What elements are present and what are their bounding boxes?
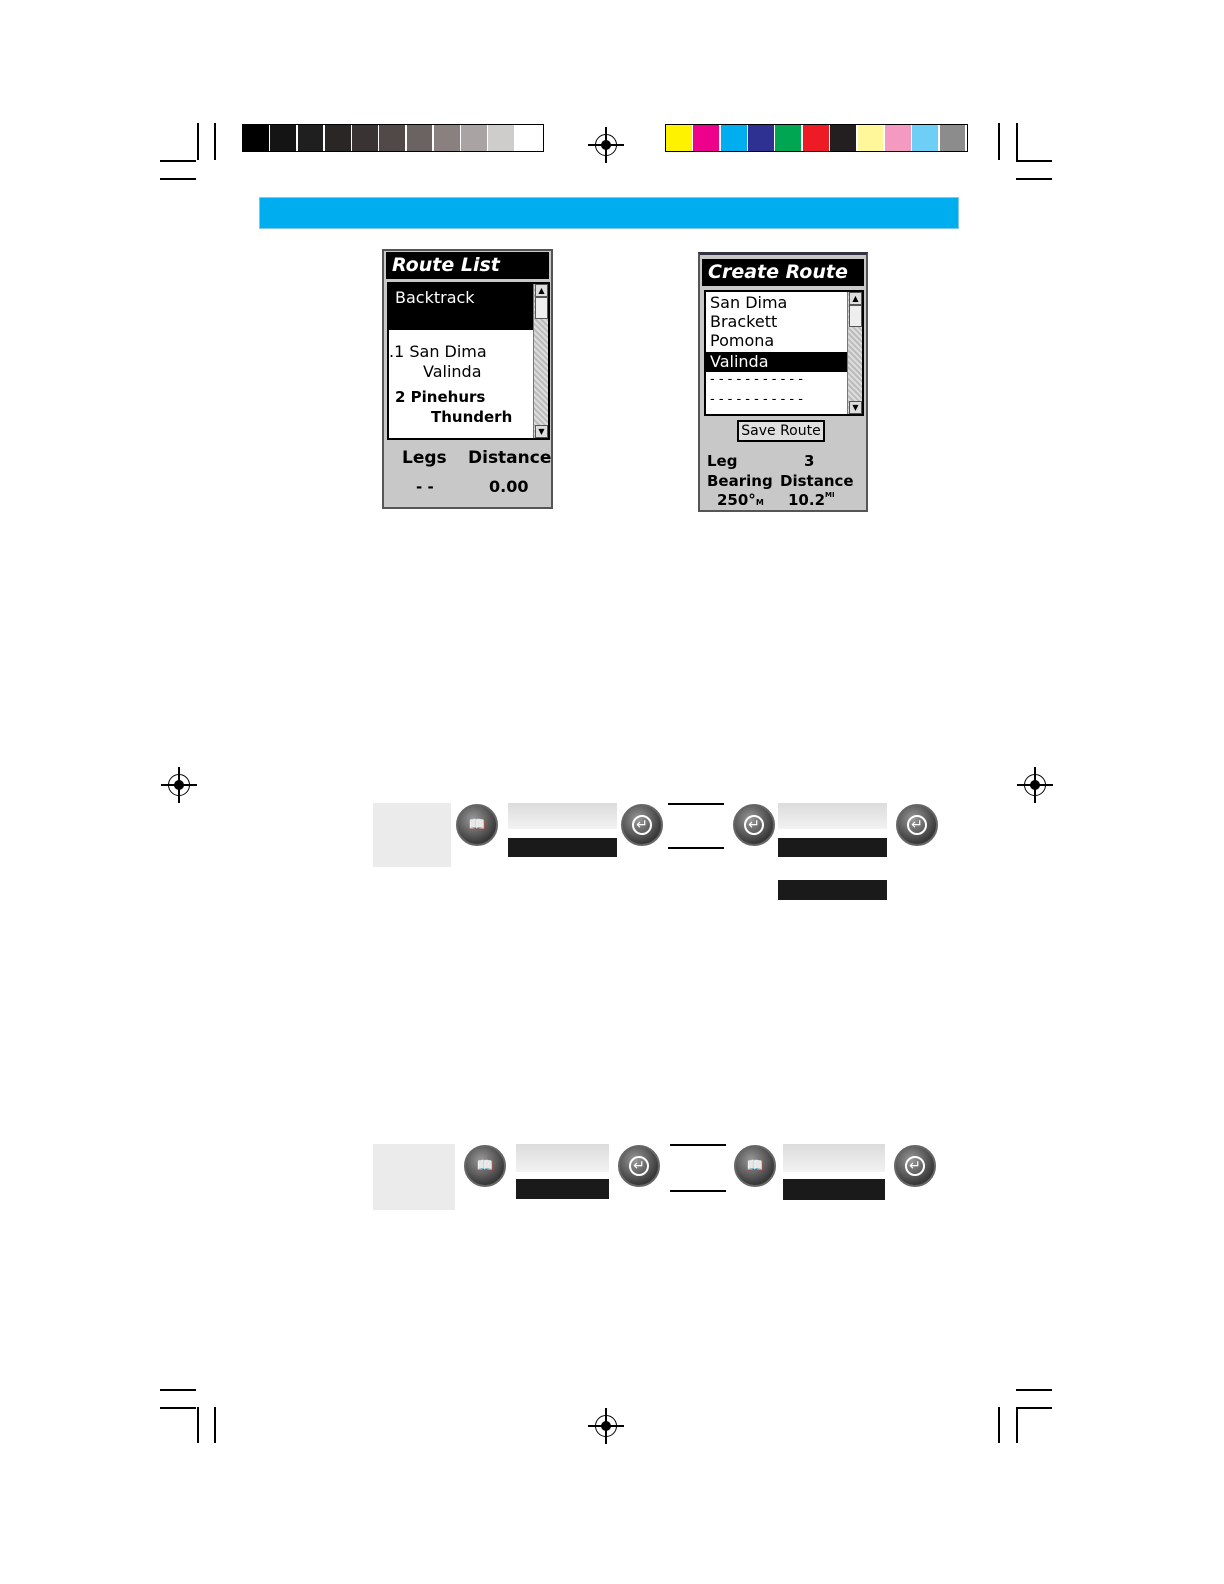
enter-icon[interactable]: ↵	[896, 804, 938, 846]
bearing-label: Bearing	[707, 472, 773, 490]
color-swatch	[516, 125, 542, 151]
scroll-down-icon[interactable]: ▼	[849, 401, 862, 414]
leg-label: Leg	[707, 452, 738, 470]
color-swatch	[379, 125, 405, 151]
list-item[interactable]: Valinda	[706, 352, 848, 372]
menu-option-bar	[778, 803, 887, 829]
scroll-thumb[interactable]	[535, 297, 548, 319]
list-item[interactable]: Brackett	[710, 312, 778, 331]
legs-label: Legs	[402, 448, 447, 468]
scroll-down-icon[interactable]: ▼	[535, 425, 548, 438]
crop-mark	[1016, 178, 1052, 180]
list-item[interactable]: 2 Pinehurs	[395, 388, 486, 406]
list-item[interactable]: San Dima	[710, 293, 788, 312]
crop-mark	[160, 1407, 196, 1409]
color-swatch	[912, 125, 938, 151]
registration-mark	[168, 774, 190, 796]
color-swatch	[858, 125, 884, 151]
create-route-screen	[698, 252, 868, 512]
color-swatch	[721, 125, 747, 151]
color-swatch	[325, 125, 351, 151]
color-swatch	[270, 125, 296, 151]
registration-mark	[595, 134, 617, 156]
color-swatch	[666, 125, 692, 151]
waypoint-list-box[interactable]	[704, 290, 864, 416]
divider	[668, 847, 724, 849]
scrollbar[interactable]	[847, 292, 862, 414]
color-swatch	[434, 125, 460, 151]
list-item[interactable]: - - - - - - - - - - -	[710, 372, 803, 387]
section-header-band	[259, 197, 959, 229]
crop-mark	[1016, 160, 1052, 162]
color-swatch	[748, 125, 774, 151]
enter-icon[interactable]: ↵	[733, 804, 775, 846]
color-swatch	[775, 125, 801, 151]
color-swatch	[461, 125, 487, 151]
leg-value: 3	[804, 452, 815, 470]
list-item[interactable]: Valinda	[423, 362, 482, 381]
grayscale-calibration-bar	[242, 124, 544, 152]
enter-icon[interactable]: ↵	[894, 1145, 936, 1187]
bearing-value: 250°M	[717, 491, 764, 509]
divider	[670, 1144, 726, 1146]
crop-mark	[160, 160, 196, 162]
book-icon[interactable]: 📖	[464, 1145, 506, 1187]
color-swatch	[693, 125, 719, 151]
color-swatch	[243, 125, 269, 151]
menu-option-highlight	[778, 838, 887, 857]
crop-mark	[197, 123, 199, 160]
crop-mark	[1016, 1407, 1052, 1409]
save-route-button[interactable]: Save Route	[737, 420, 825, 442]
menu-option-bar	[783, 1144, 885, 1172]
distance-label: Distance	[468, 448, 552, 468]
distance-label: Distance	[780, 472, 854, 490]
scroll-up-icon[interactable]: ▲	[535, 284, 548, 297]
step-label-box	[373, 1144, 455, 1210]
registration-mark	[595, 1415, 617, 1437]
menu-option-highlight	[783, 1179, 885, 1200]
divider	[668, 803, 724, 805]
distance-value: $10.2^{MI}$	[788, 491, 835, 509]
crop-mark	[998, 123, 1000, 160]
scroll-up-icon[interactable]: ▲	[849, 292, 862, 305]
crop-mark	[214, 123, 216, 160]
book-icon[interactable]: 📖	[734, 1145, 776, 1187]
divider	[670, 1190, 726, 1192]
color-swatch	[830, 125, 856, 151]
list-item[interactable]: Backtrack	[389, 284, 534, 330]
menu-option-bar	[508, 803, 617, 829]
menu-option-bar	[516, 1144, 609, 1172]
create-route-title: Create Route	[702, 259, 864, 286]
list-item[interactable]: Thunderh	[431, 408, 513, 426]
list-item[interactable]: .1 San Dima	[389, 342, 487, 361]
crop-mark	[214, 1407, 216, 1443]
menu-option-highlight	[516, 1179, 609, 1199]
crop-mark	[998, 1407, 1000, 1443]
crop-mark	[197, 1407, 199, 1443]
color-swatch	[298, 125, 324, 151]
scroll-thumb[interactable]	[849, 305, 862, 327]
crop-mark	[1016, 123, 1018, 160]
list-item[interactable]: - - - - - - - - - - -	[710, 392, 803, 407]
color-swatch	[352, 125, 378, 151]
enter-icon[interactable]: ↵	[621, 804, 663, 846]
color-swatch	[803, 125, 829, 151]
list-item[interactable]: Pomona	[710, 331, 775, 350]
distance-value: 0.00	[489, 477, 529, 496]
crop-mark	[160, 1389, 196, 1391]
step-label-box	[373, 803, 451, 867]
color-calibration-bar	[665, 124, 968, 152]
registration-mark	[1024, 774, 1046, 796]
book-icon[interactable]: 📖	[456, 804, 498, 846]
color-swatch	[407, 125, 433, 151]
route-list-box[interactable]	[387, 282, 550, 440]
menu-option-highlight	[508, 838, 617, 857]
crop-mark	[1016, 1407, 1018, 1443]
menu-option-highlight	[778, 880, 887, 900]
enter-icon[interactable]: ↵	[618, 1145, 660, 1187]
route-list-screen	[382, 249, 553, 509]
color-swatch	[488, 125, 514, 151]
route-list-title: Route List	[386, 252, 549, 279]
legs-value: - -	[416, 478, 434, 496]
color-swatch	[940, 125, 966, 151]
scrollbar[interactable]	[533, 284, 548, 438]
crop-mark	[1016, 1389, 1052, 1391]
color-swatch	[885, 125, 911, 151]
crop-mark	[160, 178, 196, 180]
